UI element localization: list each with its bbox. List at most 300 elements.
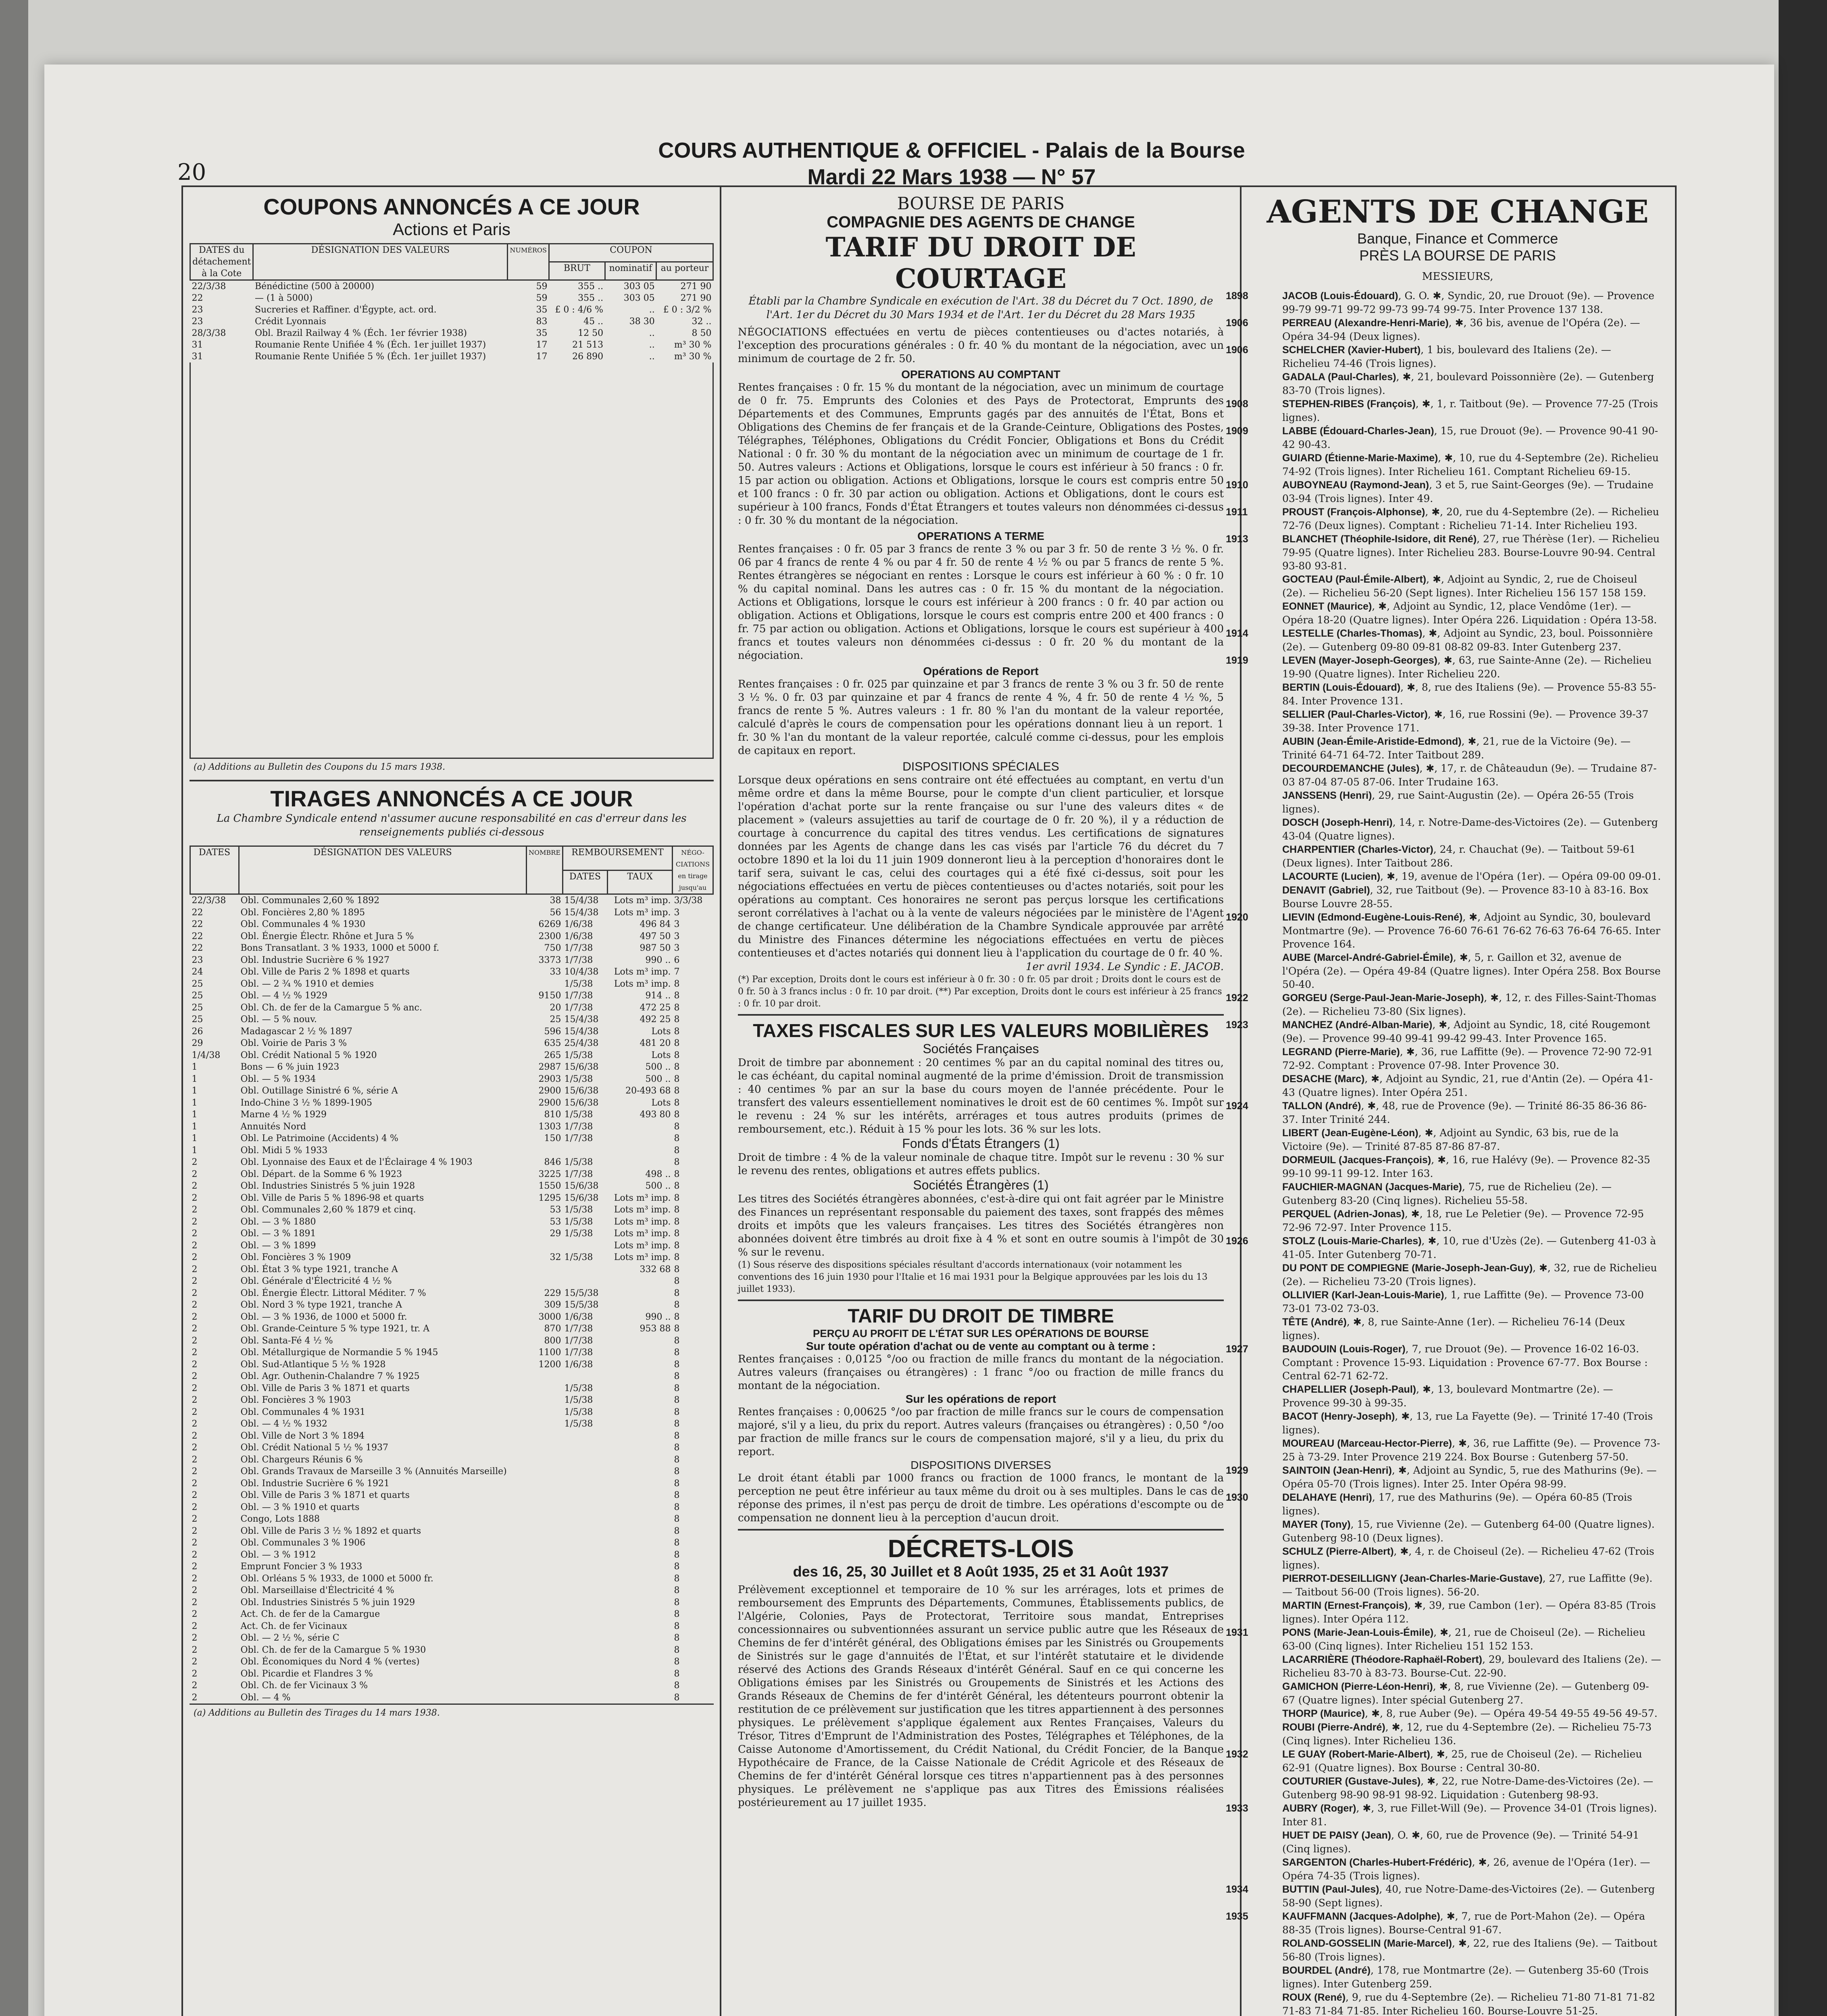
agent-entry xyxy=(1226,532,1661,573)
agent-separator: , xyxy=(1462,911,1469,923)
agent-entry xyxy=(1254,370,1661,397)
tirage-date: 2 xyxy=(192,1645,198,1655)
tirage-name: Obl. — 5 % 1934 xyxy=(240,1074,316,1084)
tirage-remb-date: 1/5/38 xyxy=(564,1157,593,1167)
coupon-porteur: m³ 30 % xyxy=(674,340,712,350)
agent-entry xyxy=(1254,451,1661,478)
tirage-taux xyxy=(608,1537,673,1549)
agent-details: ✱, Adjoint au Syndic, 21, rue d'Antin (2e). — Opéra 41-43 (Quatre lignes). Inter Opéra 251. xyxy=(1282,1073,1653,1098)
tirage-date: 2 xyxy=(192,1371,198,1381)
tirage-row xyxy=(190,1454,713,1466)
tirage-name: Obl. Communales 2,60 % 1879 et cinq. xyxy=(240,1205,416,1215)
tirage-name: Obl. Métallurgique de Normandie 5 % 1945 xyxy=(240,1347,438,1358)
tirage-nombre xyxy=(527,1513,563,1525)
tirage-negociation: 8 xyxy=(674,1585,680,1595)
agent-separator: , xyxy=(1398,290,1405,302)
tirage-date: 1 xyxy=(192,1086,198,1096)
tirage-taux xyxy=(608,1608,673,1620)
tirage-negociation: 8 xyxy=(674,1419,680,1429)
tirage-taux: Lots m³ imp. xyxy=(614,1193,671,1203)
tirage-date: 2 xyxy=(192,1252,198,1262)
tirage-nombre xyxy=(527,1632,563,1644)
agent-separator: , xyxy=(1400,681,1407,693)
tirage-nombre: 750 xyxy=(544,943,561,953)
coupon-name: — (1 à 5000) xyxy=(254,293,313,303)
tirage-name: Obl. Départ. de la Somme 6 % 1923 xyxy=(240,1169,402,1179)
agent-entry xyxy=(1226,1747,1661,1774)
tirage-taux xyxy=(608,1359,673,1371)
tirage-nombre xyxy=(527,1466,563,1478)
tirage-row xyxy=(190,1335,713,1347)
agent-name: DECOURDEMANCHE (Jules) xyxy=(1282,763,1420,774)
tirage-remb-date xyxy=(563,1145,608,1157)
agent-separator: , xyxy=(1427,708,1434,720)
tirage-nombre xyxy=(527,1275,563,1287)
tirage-nombre: 2900 xyxy=(538,1098,561,1108)
tirage-negociation: 8 xyxy=(674,1145,680,1156)
coupon-date: 23 xyxy=(192,305,203,315)
tirage-name: Obl. Ville de Paris 2 % 1898 et quarts xyxy=(240,967,410,977)
scan-left-edge xyxy=(0,0,28,2016)
tirage-date: 2 xyxy=(192,1478,198,1489)
agent-entry xyxy=(1254,1153,1661,1180)
coupons-table xyxy=(190,243,714,362)
coupons-col-porteur: au porteur xyxy=(656,262,713,280)
tirage-nombre: 3225 xyxy=(538,1169,561,1179)
tirages-col-designation: DÉSIGNATION DES VALEURS xyxy=(239,846,527,894)
tirage-negociation: 8 xyxy=(674,1371,680,1381)
agent-name: MOUREAU (Marceau-Hector-Pierre) xyxy=(1282,1438,1452,1449)
decrets-title: DÉCRETS-LOIS xyxy=(887,1535,1074,1563)
agent-year: 1909 xyxy=(1226,425,1248,437)
tirage-date: 2 xyxy=(192,1359,198,1370)
tirage-nombre: 2987 xyxy=(538,1062,561,1072)
tirage-date: 2 xyxy=(192,1597,198,1608)
tirage-row xyxy=(190,1037,713,1050)
tirage-row xyxy=(190,1549,713,1561)
agent-details: 32, rue Taitbout (9e). — Provence 83-10 à 83-16. Box Bourse Louvre 28-55. xyxy=(1282,884,1648,910)
taxes-text1: Droit de timbre par abonnement : 20 centimes % par an du capital nominal des titres ou, le cas échéant, du capital nominal augmenté de la prime d'émission. Droit de transmission : 40 centimes % par an sur la base du cours moyen de l'année précédente. Pour le transfert des valeurs essentiellement nominatives le droit est de 60 centimes %. Impôt sur le revenu : 24 % sur les intérêts, arrérages et tous autres produits (primes de remboursement, etc.). Réduit à 15 % pour les lots. 36 % sur les lots. xyxy=(738,1057,1224,1135)
coupon-brut: 26 890 xyxy=(572,352,604,362)
tirage-name: Obl. Outillage Sinistré 6 %, série A xyxy=(240,1086,398,1096)
tirage-nombre xyxy=(527,1561,563,1573)
tirage-row xyxy=(190,1204,713,1216)
coupon-date: 22 xyxy=(192,293,203,303)
agent-separator: , xyxy=(1421,1775,1427,1787)
coupon-nominatif: 303 05 xyxy=(623,281,655,292)
agent-year: 1930 xyxy=(1226,1492,1248,1503)
tirage-negociation: 8 xyxy=(674,1443,680,1453)
tirage-name: Obl. — 3 % 1910 et quarts xyxy=(240,1502,360,1512)
agent-separator: , xyxy=(1419,762,1426,774)
agent-entry xyxy=(1254,1410,1661,1437)
agent-name: AUBOYNEAU (Raymond-Jean) xyxy=(1282,479,1429,491)
courtage-signature: 1er avril 1934. Le Syndic : E. JACOB. xyxy=(1025,961,1224,973)
tirage-taux xyxy=(608,1454,673,1466)
agent-entry xyxy=(1254,843,1661,870)
tirage-nombre xyxy=(527,1525,563,1537)
coupons-subtitle: Actions et Paris xyxy=(393,220,510,239)
tirage-name: Obl. Ch. de fer de la Camargue 5 % anc. xyxy=(240,1002,422,1013)
tirage-date: 1 xyxy=(192,1074,198,1084)
tirage-remb-date: 1/7/38 xyxy=(564,1347,593,1358)
tirage-taux: 496 84 xyxy=(640,919,671,929)
agent-name: BLANCHET (Théophile-Isidore, dit René) xyxy=(1282,533,1477,545)
coupon-date: 28/3/38 xyxy=(192,328,226,338)
coupon-nominatif: .. xyxy=(649,328,655,338)
coupon-date: 31 xyxy=(192,352,203,362)
coupons-col-nominatif: nominatif xyxy=(605,262,656,280)
agent-entry xyxy=(1254,1315,1661,1342)
agent-name: BAUDOUIN (Louis-Roger) xyxy=(1282,1343,1406,1355)
agent-name: OLLIVIER (Karl-Jean-Louis-Marie) xyxy=(1282,1289,1444,1301)
tirage-remb-date xyxy=(563,1632,608,1644)
tirage-date: 2 xyxy=(192,1490,198,1500)
agent-details: ✱, 26, avenue de l'Opéra (1er). — Opéra 74-35 (Trois lignes). xyxy=(1282,1856,1650,1882)
coupon-nominatif: .. xyxy=(649,305,655,315)
agent-details: ✱, 19, avenue de l'Opéra (1er). — Opéra 09-00 09-01. xyxy=(1386,871,1661,882)
agent-separator: , xyxy=(1484,992,1491,1004)
tirage-negociation: 8 xyxy=(674,1359,680,1370)
tirage-row xyxy=(190,1287,713,1300)
tirage-date: 2 xyxy=(192,1466,198,1477)
agent-details: 40, rue Notre-Dame-des-Victoires (2e). — Gutenberg 58-90 (Sept lignes). xyxy=(1282,1883,1655,1909)
agent-entry xyxy=(1226,654,1661,681)
tirage-negociation: 8 xyxy=(674,1668,680,1679)
timbre-sub3: DISPOSITIONS DIVERSES xyxy=(910,1459,1051,1471)
tirage-negociation: 8 xyxy=(674,1335,680,1346)
agent-separator: , xyxy=(1408,1599,1415,1611)
tirage-negociation: 8 xyxy=(674,1121,680,1132)
agent-entry xyxy=(1226,910,1661,951)
tirage-row xyxy=(190,1002,713,1014)
agents-list xyxy=(1226,289,1661,2016)
tirage-remb-date: 15/6/38 xyxy=(564,1086,599,1096)
agent-entry xyxy=(1254,708,1661,735)
tirage-negociation: 8 xyxy=(674,1431,680,1441)
agent-entry xyxy=(1254,1383,1661,1410)
coupon-brut: 355 .. xyxy=(578,293,604,303)
coupon-porteur: 32 .. xyxy=(692,317,712,327)
courtage-title: TARIF DU DROIT DE COURTAGE xyxy=(825,231,1136,294)
tirage-taux: Lots m³ imp. xyxy=(614,979,671,989)
taxes-sub1: Sociétés Françaises xyxy=(923,1041,1039,1056)
tirage-negociation: 8 xyxy=(674,1193,680,1203)
tirage-negociation: 8 xyxy=(674,1466,680,1477)
tirage-nombre: 1100 xyxy=(538,1347,561,1358)
coupon-date: 31 xyxy=(192,340,203,350)
agent-details: ✱, Adjoint au Syndic, 18, cité Rougemont (9e). — Provence 99-40 99-41 99-42 99-43. Inter Provence 165. xyxy=(1282,1019,1650,1044)
tirage-date: 2 xyxy=(192,1335,198,1346)
agent-details: ✱, 7, rue de Port-Mahon (2e). — Opéra 88-35 (Trois lignes). Bourse-Central 91-67. xyxy=(1282,1910,1645,1936)
agent-entry xyxy=(1254,681,1661,708)
tirage-negociation: 8 xyxy=(674,1002,680,1013)
agent-year: 1923 xyxy=(1226,1019,1248,1031)
tirage-nombre xyxy=(527,1549,563,1561)
agent-entry xyxy=(1254,1437,1661,1464)
tirage-row xyxy=(190,990,713,1002)
tirage-taux: Lots m³ imp. xyxy=(614,1229,671,1239)
tirage-name: Marne 4 ½ % 1929 xyxy=(240,1110,327,1120)
tirage-nombre: 56 xyxy=(550,907,561,918)
tirage-row xyxy=(190,1085,713,1097)
tirages-col-nombre: NOMBRE xyxy=(527,846,563,894)
agent-year: 1914 xyxy=(1226,628,1248,639)
agent-entry xyxy=(1226,289,1661,316)
tirage-negociation: 8 xyxy=(674,1026,680,1037)
tirage-negociation: 8 xyxy=(674,1454,680,1465)
agent-entry xyxy=(1254,1653,1661,1680)
tirage-name: Obl. Ch. de fer de la Camargue 5 % 1930 xyxy=(240,1645,426,1655)
tirage-negociation: 8 xyxy=(674,1086,680,1096)
agent-details: G. O. ✱, Syndic, 20, rue Drouot (9e). — Provence 99-79 99-71 99-72 99-73 99-74 99-75. Inter Provence 137 138. xyxy=(1282,290,1654,315)
courtage-exceptions: (*) Par exception, Droits dont le cours est inférieur à 0 fr. 30 : 0 fr. 05 par droit ; Droits dont le cours est de 0 fr. 50 à 3 francs inclus : 0 fr. 10 par droit. (**) Par exception, Droits dont le cours est inférieur à 25 francs : 0 fr. 10 par droit. xyxy=(738,975,1222,1009)
tirage-remb-date: 1/7/38 xyxy=(564,1121,593,1132)
agent-details: ✱, 3, rue Fillet-Will (9e). — Provence 34-01 (Trois lignes). Inter 81. xyxy=(1282,1802,1657,1828)
agent-name: GUIARD (Étienne-Marie-Maxime) xyxy=(1282,452,1438,464)
agent-separator: , xyxy=(1394,1545,1400,1557)
agent-entry xyxy=(1254,1856,1661,1883)
coupon-name: Roumanie Rente Unifiée 4 % (Éch. 1er juillet 1937) xyxy=(254,340,486,350)
coupon-number: 59 xyxy=(536,293,548,303)
coupon-porteur: 271 90 xyxy=(680,281,712,292)
agent-details: ✱, 48, rue de Provence (9e). — Trinité 86-35 86-36 86-37. Inter Trinité 244. xyxy=(1282,1100,1647,1125)
tirage-name: Obl. Crédit National 5 ½ % 1937 xyxy=(240,1443,388,1453)
tirage-name: Obl. — 3 % 1912 xyxy=(240,1549,316,1560)
agent-name: JACOB (Louis-Édouard) xyxy=(1282,290,1398,302)
tirage-negociation: 8 xyxy=(674,1514,680,1524)
agent-entry xyxy=(1226,1099,1661,1126)
tirage-nombre xyxy=(527,1489,563,1502)
tirage-nombre xyxy=(527,1383,563,1395)
tirage-negociation: 8 xyxy=(674,1407,680,1417)
agent-details: 178, rue Montmartre (2e). — Gutenberg 35-60 (Trois lignes). Inter Gutenberg 259. xyxy=(1282,1964,1649,1990)
tirage-remb-date xyxy=(563,1620,608,1633)
tirage-row xyxy=(190,1632,713,1644)
agent-entry xyxy=(1226,627,1661,654)
tirage-row xyxy=(190,1668,713,1680)
agent-entry xyxy=(1226,505,1661,532)
tirage-nombre: 32 xyxy=(550,1252,561,1262)
timbre-text3: Le droit étant établi par 1000 francs ou fraction de 1000 francs, le montant de la perception ne peut être inférieur au taux même du droit ou à ses multiples. Dans le cas de réponse des primes, il n'est pas perçu de droit de timbre. Les opérations d'escompte ou de compensation ne donnent lieu à la perception d'aucun droit. xyxy=(738,1472,1224,1524)
agent-name: LACOURTE (Lucien) xyxy=(1282,871,1381,882)
tirage-name: Obl. Picardie et Flandres 3 % xyxy=(240,1668,373,1679)
tirage-date: 2 xyxy=(192,1621,198,1631)
agent-separator: , xyxy=(1452,1937,1458,1949)
tirage-taux: Lots m³ imp. xyxy=(614,896,671,906)
tirage-name: Obl. Grands Travaux de Marseille 3 % (Annuités Marseille) xyxy=(240,1466,507,1477)
tirage-taux: 492 25 xyxy=(640,1014,671,1025)
coupon-porteur: £ 0 : 3/2 % xyxy=(663,305,712,315)
agent-entry xyxy=(1254,735,1661,762)
tirage-date: 2 xyxy=(192,1347,198,1358)
agent-details: ✱, 20, rue du 4-Septembre (2e). — Richelieu 72-76 (Deux lignes). Comptant : Richelieu 71-14. Inter Richelieu 193. xyxy=(1282,506,1659,531)
tirage-negociation: 8 xyxy=(674,1264,680,1275)
agent-name: FAUCHIER-MAGNAN (Jacques-Marie) xyxy=(1282,1181,1462,1193)
timbre-sub1: Sur toute opération d'achat ou de vente au comptant ou à terme : xyxy=(806,1340,1156,1352)
agent-entry xyxy=(1226,1491,1661,1518)
courtage-kicker: BOURSE DE PARIS xyxy=(897,194,1065,213)
agent-details: ✱, 32, rue de Richelieu (2e). — Richelieu 73-20 (Trois lignes). xyxy=(1282,1262,1657,1287)
tirage-date: 2 xyxy=(192,1407,198,1417)
agent-entry xyxy=(1254,789,1661,816)
tirage-remb-date xyxy=(563,1466,608,1478)
agent-details: ✱, 8, rue Auber (9e). — Opéra 49-54 49-55 49-56 49-57. xyxy=(1371,1708,1658,1719)
scan-right-edge xyxy=(1779,0,1827,2016)
tirage-nombre: 150 xyxy=(544,1133,561,1143)
agent-year: 1932 xyxy=(1226,1749,1248,1760)
agent-details: ✱, 63, rue Sainte-Anne (2e). — Richelieu 19-90 (Quatre lignes). Inter Richelieu 220. xyxy=(1282,654,1652,680)
agent-separator: , xyxy=(1418,1127,1425,1139)
agent-separator: , xyxy=(1346,1316,1353,1328)
agent-details: ✱, Adjoint au Syndic, 2, rue de Choiseul (2e). — Richelieu 56-20 (Sept lignes). Inter Richelieu 156 157 158 159. xyxy=(1282,573,1646,599)
tirage-remb-date: 1/7/38 xyxy=(564,1335,593,1346)
tirage-row xyxy=(190,1252,713,1264)
agent-name: MANCHEZ (André-Alban-Marie) xyxy=(1282,1019,1433,1031)
agent-details: 29, boulevard des Italiens (2e). — Richelieu 83-70 à 83-73. Bourse-Cut. 22-90. xyxy=(1282,1654,1661,1679)
agent-details: 15, rue Drouot (9e). — Provence 90-41 90-42 90-43. xyxy=(1282,425,1658,450)
tirage-nombre xyxy=(527,1430,563,1442)
tirage-date: 25 xyxy=(192,979,203,989)
agent-separator: , xyxy=(1433,1681,1440,1692)
tirage-name: Obl. Communales 4 % 1930 xyxy=(240,919,366,929)
timbre-text2: Rentes françaises : 0,00625 °/oo par fraction de mille francs sur le cours de compensation majoré, s'il y a lieu, du prix du report. Autres valeurs (françaises ou étrangères) : 0,50 °/oo par fraction de mille francs sur le cours de compensation majoré, s'il y a lieu, du prix du report. xyxy=(738,1406,1224,1458)
agent-name: DENAVIT (Gabriel) xyxy=(1282,885,1370,896)
agent-entry xyxy=(1254,1545,1661,1572)
agent-separator: , xyxy=(1391,1829,1398,1841)
agent-year: 1919 xyxy=(1226,655,1248,666)
agent-separator: , xyxy=(1385,1721,1392,1733)
agent-name: GORGEU (Serge-Paul-Jean-Marie-Joseph) xyxy=(1282,992,1484,1004)
tirage-remb-date: 1/6/38 xyxy=(564,1312,593,1322)
coupon-porteur: 271 90 xyxy=(680,293,712,303)
agent-entry xyxy=(1254,1572,1661,1599)
tirage-row xyxy=(190,1597,713,1609)
tirage-taux xyxy=(608,1156,673,1168)
tirage-taux: 500 .. xyxy=(645,1062,671,1072)
tirage-name: Obl. Orléans 5 % 1933, de 1000 et 5000 fr. xyxy=(240,1573,433,1584)
agents-subtitle: Banque, Finance et Commerce xyxy=(1357,230,1558,247)
tirage-remb-date: 15/6/38 xyxy=(564,1193,599,1203)
agent-separator: , xyxy=(1542,1572,1549,1584)
tirage-name: Obl. — 5 % nouv. xyxy=(240,1014,317,1025)
tirage-negociation: 8 xyxy=(674,1252,680,1262)
agent-name: BUTTIN (Paul-Jules) xyxy=(1282,1884,1379,1895)
tirage-date: 22 xyxy=(192,919,203,929)
tirage-date: 25 xyxy=(192,991,203,1001)
tirage-name: Obl. Chargeurs Réunis 6 % xyxy=(240,1454,363,1465)
tirage-date: 22 xyxy=(192,943,203,953)
agent-details: 15, rue Vivienne (2e). — Gutenberg 64-00 (Quatre lignes). Gutenberg 98-10 (Deux lignes). xyxy=(1282,1518,1655,1544)
tirage-remb-date: 15/4/38 xyxy=(564,896,599,906)
agent-details: ✱, 10, rue du 4-Septembre (2e). Richelieu 74-92 (Trois lignes). Inter Richelieu 161. Comptant Richelieu 69-15. xyxy=(1282,452,1659,477)
agents-subtitle2: PRÈS LA BOURSE DE PARIS xyxy=(1359,247,1556,264)
comptant-text: Rentes françaises : 0 fr. 15 % du montant de la négociation, avec un minimum de courtage de 0 fr. 75. Emprunts des Colonies et des Pays de Protectorat, Emprunts des Départements et des Communes, Emprunts gagés par des annuités de l'État, Bons et Obligations des Chemins de fer français et de la Grande-Ceinture, Obligations des Postes, Télégraphes, Téléphones, Obligations du Crédit Foncier, Obligations et Bons du Crédit National : 0 fr. 30 % du montant de la négociation avec un minimum de courtage de 1 fr. 50. Autres valeurs : Actions et Obligations, lorsque le cours est inférieur à 50 francs : 0 fr. 15 par action ou obligation. Actions et Obligations, lorsque le cours est compris entre 50 et 100 francs : 0 fr. 30 par action ou obligation. Actions et Obligations, dont le cours est supérieur à 100 francs, Fonds d'État Étrangers et toutes valeurs non dénommées ci-dessus : 0 fr. 30 % du montant de la négociation. xyxy=(738,381,1224,527)
tirage-row xyxy=(190,1216,713,1228)
tirage-remb-date: 1/5/38 xyxy=(564,1110,593,1120)
tirage-name: Obl. Grande-Ceinture 5 % type 1921, tr. A xyxy=(240,1324,430,1334)
tirage-taux xyxy=(608,1347,673,1359)
tirage-negociation: 8 xyxy=(674,1597,680,1608)
tirage-nombre xyxy=(527,1608,563,1620)
agent-separator: , xyxy=(1395,1410,1402,1422)
tirages-table xyxy=(190,846,714,1704)
coupons-col-brut: BRUT xyxy=(549,262,605,280)
tirage-name: Obl. Ville de Paris 3 ½ % 1892 et quarts xyxy=(240,1526,421,1536)
tirage-negociation: 8 xyxy=(674,1157,680,1167)
tirage-row xyxy=(190,1121,713,1133)
agent-separator: , xyxy=(1405,1343,1412,1355)
tirage-nombre xyxy=(527,978,563,990)
agent-separator: , xyxy=(1431,1154,1437,1166)
tirage-negociation: 8 xyxy=(674,1074,680,1084)
tirage-nombre xyxy=(527,1668,563,1680)
tirage-row xyxy=(190,954,713,966)
tirage-negociation: 8 xyxy=(674,1573,680,1584)
tirage-taux: 500 .. xyxy=(645,1181,671,1191)
tirage-negociation: 8 xyxy=(674,979,680,989)
tirage-row xyxy=(190,918,713,931)
agent-details: ✱, Adjoint au Syndic, 5, rue des Mathurins (9e). — Opéra 05-70 (Trois lignes). Inter 25. Inter Opéra 98-99. xyxy=(1282,1464,1657,1490)
agent-entry xyxy=(1226,424,1661,451)
agent-entry xyxy=(1254,573,1661,600)
agent-name: LE GUAY (Robert-Marie-Albert) xyxy=(1282,1749,1430,1760)
tirage-nombre: 635 xyxy=(544,1038,561,1048)
coupon-number: 83 xyxy=(536,317,548,327)
tirage-nombre: 229 xyxy=(544,1288,561,1298)
agent-year: 1931 xyxy=(1226,1627,1248,1638)
tirages-col-rdates: DATES xyxy=(563,870,608,894)
tirage-row xyxy=(190,1050,713,1062)
tirage-date: 2 xyxy=(192,1229,198,1239)
agent-entry xyxy=(1254,1599,1661,1626)
tirage-row xyxy=(190,1561,713,1573)
tirage-row xyxy=(190,1442,713,1454)
agent-separator: , xyxy=(1356,1802,1363,1814)
tirage-row xyxy=(190,1418,713,1430)
tirage-name: Obl. Agr. Outhenin-Chalandre 7 % 1925 xyxy=(240,1371,420,1381)
agent-separator: , xyxy=(1372,1491,1379,1503)
tirage-date: 1 xyxy=(192,1062,198,1072)
agent-entry xyxy=(1254,1207,1661,1234)
tirage-date: 25 xyxy=(192,1014,203,1025)
agent-details: 7, rue Drouot (9e). — Provence 16-02 16-03. Comptant : Provence 15-93. Liquidation : Provence 67-77. Box Bourse : Central 62-71 62-72. xyxy=(1282,1343,1648,1382)
agent-details: 9, rue du 4-Septembre (2e). — Richelieu 71-80 71-81 71-82 71-83 71-84 71-85. Inter Richelieu 160. Bourse-Louvre 51-25. xyxy=(1282,1991,1655,2016)
tirage-row xyxy=(190,1109,713,1121)
agent-entry xyxy=(1254,762,1661,789)
tirage-nombre xyxy=(527,1537,563,1549)
agent-details: 14, r. Notre-Dame-des-Victoires (2e). — Gutenberg 43-04 (Quatre lignes). xyxy=(1282,816,1658,842)
coupon-row xyxy=(190,304,713,316)
tirage-negociation: 8 xyxy=(674,1383,680,1393)
tirage-negociation: 8 xyxy=(674,1216,680,1227)
agent-year: 1908 xyxy=(1226,398,1248,410)
tirage-remb-date: 1/5/38 xyxy=(564,1205,593,1215)
tirage-name: Obl. Lyonnaise des Eaux et de l'Éclairage 4 % 1903 xyxy=(240,1157,473,1167)
tirage-row xyxy=(190,1323,713,1335)
agent-entry xyxy=(1254,883,1661,910)
tirage-date: 2 xyxy=(192,1264,198,1275)
agent-separator: , xyxy=(1440,1910,1447,1922)
tirage-remb-date xyxy=(563,1644,608,1656)
tirage-remb-date: 15/6/38 xyxy=(564,1181,599,1191)
tirage-negociation: 3/3/38 xyxy=(674,896,703,906)
tirages-col-remb: REMBOURSEMENT xyxy=(563,846,673,871)
agent-name: AUBE (Marcel-André-Gabriel-Émile) xyxy=(1282,952,1453,963)
tirage-nombre: 9150 xyxy=(538,991,561,1001)
tirage-date: 23 xyxy=(192,955,203,965)
tirage-nombre: 53 xyxy=(550,1205,561,1215)
